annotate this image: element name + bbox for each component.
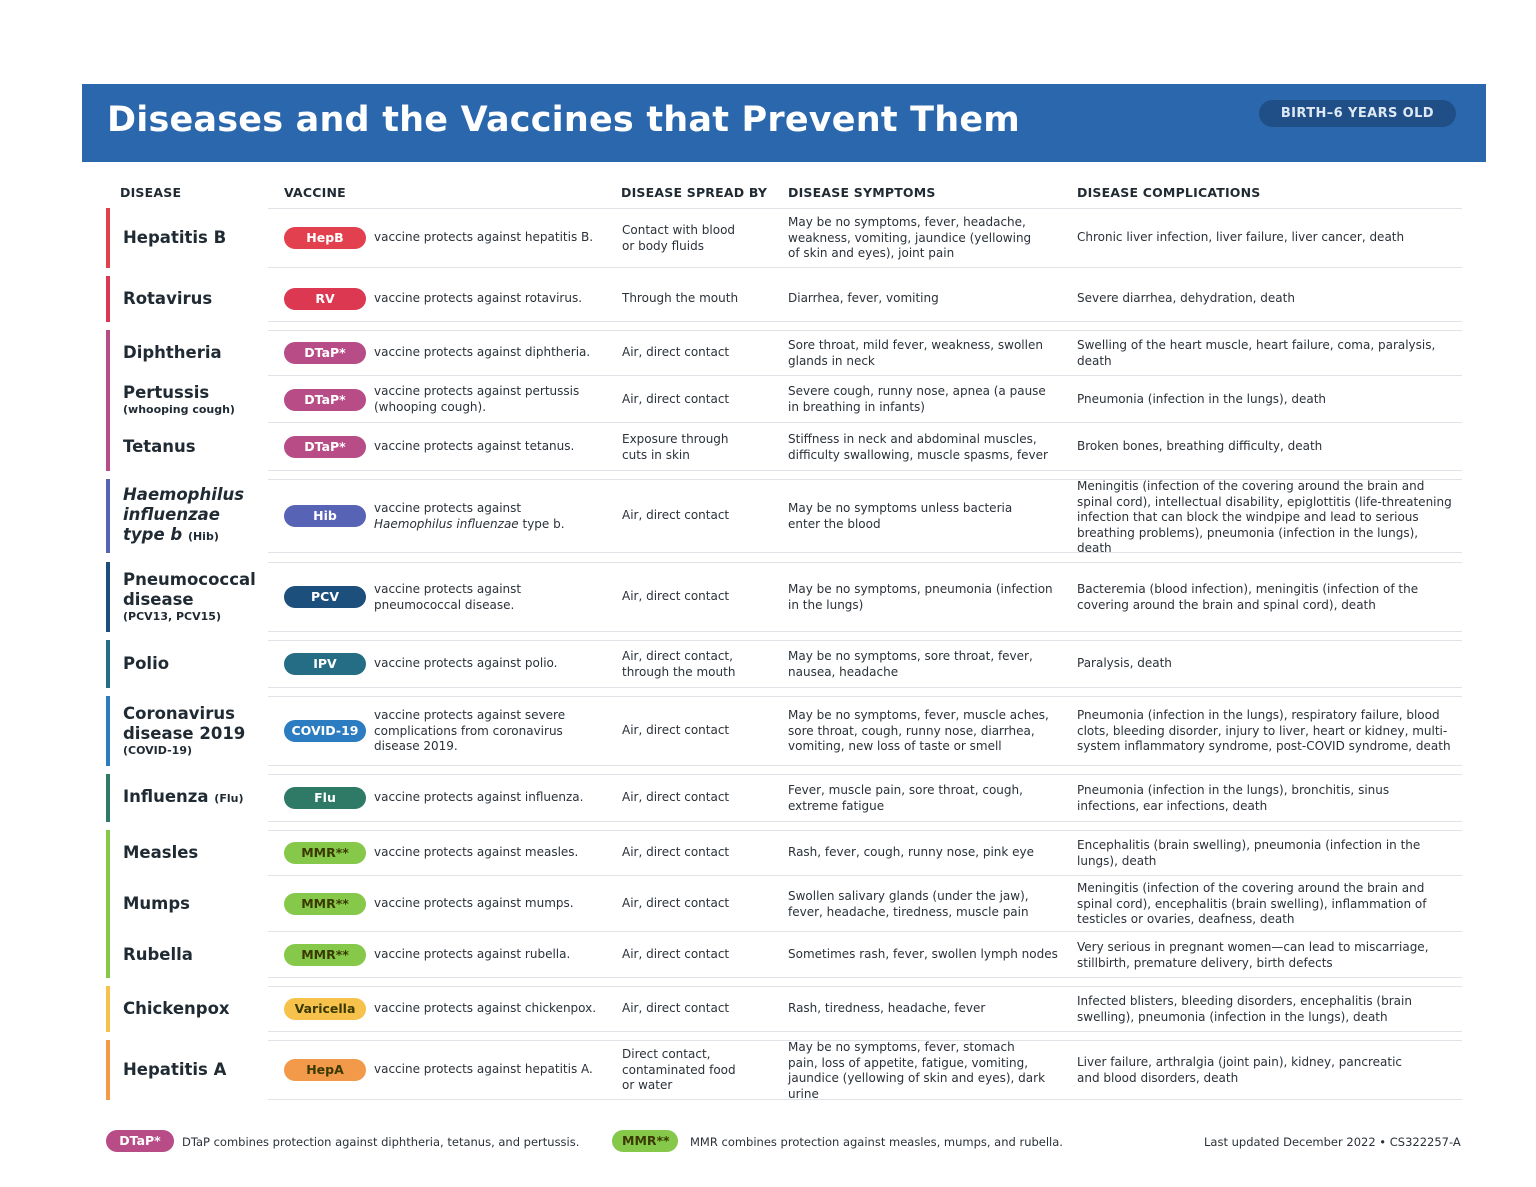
disease-name-main: Haemophilus influenzae type b [123, 485, 245, 544]
symptoms-cell: Swollen salivary glands (under the jaw), fever, headache, tiredness, muscle pain [788, 889, 1029, 919]
table-row [106, 330, 1462, 376]
row-divider [268, 640, 1462, 641]
disease-name [123, 787, 243, 809]
page-title: Diseases and the Vaccines that Prevent Them [107, 100, 1020, 140]
age-range-badge: BIRTH–6 YEARS OLD [1259, 100, 1456, 127]
vaccine-description: vaccine protects against rotavirus. [374, 291, 583, 305]
complications-cell: Encephalitis (brain swelling), pneumonia (infection in the lungs), death [1077, 838, 1421, 868]
spread-cell: Air, direct contact [622, 845, 730, 859]
row-divider [268, 321, 1462, 322]
spread-cell: Through the mouth [622, 291, 739, 305]
symptoms-cell: May be no symptoms, pneumonia (infection in the lungs) [788, 582, 1053, 612]
column-header-vaccine: VACCINE [284, 185, 346, 200]
vaccine-pill: HepB [284, 227, 366, 249]
table-row [106, 986, 1462, 1032]
row-color-bar [106, 479, 110, 553]
symptoms-cell: Rash, fever, cough, runny nose, pink eye [788, 845, 1035, 859]
row-divider [268, 977, 1462, 978]
spread-cell: Air, direct contact [622, 392, 730, 406]
footer-dtap-note: DTaP combines protection against diphtheria, tetanus, and pertussis. [182, 1135, 580, 1149]
vaccine-description-part: vaccine protects against [374, 501, 522, 515]
vaccine-pill: DTaP* [284, 389, 366, 411]
vaccine-pill: MMR** [284, 842, 366, 864]
vaccine-description: vaccine protects against hepatitis A. [374, 1062, 593, 1076]
table-row [106, 208, 1462, 268]
table-row [106, 830, 1462, 876]
disease-name-main: Influenza [123, 787, 209, 806]
symptoms-cell: Sore throat, mild fever, weakness, swollen glands in neck [788, 338, 1043, 368]
disease-name-main: Pneumococcal disease [123, 570, 256, 609]
row-divider [268, 687, 1462, 688]
vaccine-pill: RV [284, 288, 366, 310]
row-divider [268, 696, 1462, 697]
table-row [106, 562, 1462, 632]
symptoms-cell: May be no symptoms unless bacteria enter the blood [788, 501, 1013, 531]
symptoms-cell: Severe cough, runny nose, apnea (a pause in breathing in infants) [788, 384, 1046, 414]
spread-cell: Air, direct contact [622, 790, 730, 804]
complications-cell: Pneumonia (infection in the lungs), death [1077, 392, 1327, 406]
row-divider [268, 562, 1462, 563]
symptoms-cell: May be no symptoms, fever, muscle aches, sore throat, cough, runny nose, diarrhea, vomiting, new loss of taste or smell [788, 708, 1049, 753]
table-row [106, 1040, 1462, 1100]
vaccine-description [374, 501, 589, 532]
symptoms-cell: Diarrhea, fever, vomiting [788, 291, 939, 305]
spread-cell: Air, direct contact [622, 508, 730, 522]
disease-name [123, 383, 235, 417]
spread-cell: Air, direct contact [622, 896, 730, 910]
disease-name-sub: (Hib) [187, 530, 219, 543]
vaccine-pill: Varicella [284, 998, 366, 1020]
disease-name: Chickenpox [123, 999, 230, 1018]
row-divider [268, 765, 1462, 766]
vaccine-description: vaccine protects against rubella. [374, 947, 571, 961]
row-color-bar [106, 640, 110, 688]
complications-cell: Meningitis (infection of the covering around the brain and spinal cord), intellectual disability, epiglottitis (life-threatening infection that can block the windpipe and lead to serious breathing problems), pneumonia (infection in the lungs), death [1077, 479, 1452, 555]
vaccine-pill: MMR** [284, 893, 366, 915]
disease-name-sub: (Flu) [214, 792, 244, 805]
symptoms-cell: Rash, tiredness, headache, fever [788, 1001, 986, 1015]
row-color-bar [106, 562, 110, 632]
symptoms-cell: Fever, muscle pain, sore throat, cough, extreme fatigue [788, 783, 1023, 813]
row-color-bar [106, 276, 110, 322]
row-divider [268, 774, 1462, 775]
vaccine-pill: HepA [284, 1059, 366, 1081]
row-color-bar [106, 1040, 110, 1100]
disease-name: Tetanus [123, 437, 196, 456]
complications-cell: Infected blisters, bleeding disorders, encephalitis (brain swelling), pneumonia (infection in the lungs), death [1077, 994, 1412, 1024]
disease-name: Hepatitis B [123, 228, 227, 247]
row-divider [268, 986, 1462, 987]
table-row [106, 276, 1462, 322]
complications-cell: Meningitis (infection of the covering around the brain and spinal cord), encephalitis (brain swelling), inflammation of testicles or ovaries, deafness, death [1077, 881, 1427, 926]
vaccine-description-part: type b. [518, 516, 565, 531]
disease-name [123, 704, 263, 758]
complications-cell: Pneumonia (infection in the lungs), bronchitis, sinus infections, ear infections, death [1077, 783, 1390, 813]
spread-cell: Air, direct contact [622, 947, 730, 961]
symptoms-cell: Sometimes rash, fever, swollen lymph nodes [788, 947, 1058, 961]
vaccine-pill: DTaP* [284, 342, 366, 364]
symptoms-cell: May be no symptoms, fever, stomach pain, loss of appetite, fatigue, vomiting, jaundice (yellowing of skin and eyes), dark urine [788, 1040, 1046, 1101]
table-row [106, 774, 1462, 822]
vaccine-description: vaccine protects against hepatitis B. [374, 230, 594, 244]
vaccine-description: vaccine protects against severe complications from coronavirus disease 2019. [374, 708, 566, 753]
symptoms-cell: May be no symptoms, sore throat, fever, nausea, headache [788, 649, 1033, 679]
disease-name: Rubella [123, 945, 193, 964]
title-banner [82, 84, 1486, 162]
disease-name: Rotavirus [123, 289, 213, 308]
disease-name: Hepatitis A [123, 1060, 227, 1079]
spread-cell: Air, direct contact [622, 723, 730, 737]
disease-name-main: Coronavirus disease 2019 [123, 704, 246, 743]
disease-name: Measles [123, 843, 199, 862]
spread-cell: Direct contact, contaminated food or water [622, 1047, 736, 1092]
complications-cell: Broken bones, breathing difficulty, death [1077, 439, 1323, 453]
spread-cell: Air, direct contact [622, 345, 730, 359]
column-header-symptoms: DISEASE SYMPTOMS [788, 185, 936, 200]
vaccine-pill: MMR** [284, 944, 366, 966]
spread-cell: Air, direct contact, through the mouth [622, 649, 736, 679]
column-header-disease: DISEASE [120, 185, 182, 200]
disease-name: Diphtheria [123, 343, 222, 362]
spread-cell: Contact with blood or body fluids [622, 223, 736, 253]
complications-cell: Very serious in pregnant women—can lead to miscarriage, stillbirth, premature delivery, birth defects [1077, 940, 1429, 970]
vaccine-pill: Flu [284, 787, 366, 809]
disease-name [123, 570, 263, 624]
symptoms-cell: Stiffness in neck and abdominal muscles, difficulty swallowing, muscle spasms, fever [788, 432, 1048, 462]
row-divider [268, 267, 1462, 268]
vaccine-description: vaccine protects against pertussis (whooping cough). [374, 384, 580, 414]
spread-cell: Exposure through cuts in skin [622, 432, 729, 462]
table-row [106, 696, 1462, 766]
row-divider [268, 208, 1462, 209]
row-divider [268, 330, 1462, 331]
disease-name [123, 485, 263, 547]
complications-cell: Chronic liver infection, liver failure, liver cancer, death [1077, 230, 1405, 244]
disease-name-sub: (COVID-19) [123, 744, 192, 757]
row-divider [268, 821, 1462, 822]
complications-cell: Paralysis, death [1077, 656, 1172, 670]
row-color-bar [106, 986, 110, 1032]
row-color-bar [106, 774, 110, 822]
vaccine-description: vaccine protects against tetanus. [374, 439, 575, 453]
vaccine-description: vaccine protects against polio. [374, 656, 558, 670]
spread-cell: Air, direct contact [622, 589, 730, 603]
column-header-spread: DISEASE SPREAD BY [621, 185, 768, 200]
complications-cell: Liver failure, arthralgia (joint pain), kidney, pancreatic and blood disorders, death [1077, 1055, 1402, 1085]
disease-name-sub: (whooping cough) [123, 403, 235, 416]
footer-mmr-pill: MMR** [612, 1130, 678, 1152]
row-divider [268, 830, 1462, 831]
vaccine-description: vaccine protects against chickenpox. [374, 1001, 597, 1015]
table-row [106, 376, 1462, 423]
complications-cell: Bacteremia (blood infection), meningitis (infection of the covering around the brain and spinal cord), death [1077, 582, 1419, 612]
disease-name-main: Pertussis [123, 383, 210, 402]
column-header-complications: DISEASE COMPLICATIONS [1077, 185, 1261, 200]
complications-cell: Pneumonia (infection in the lungs), respiratory failure, blood clots, bleeding disorder, injury to liver, heart or kidney, multi-system inflammatory syndrome, post-COVID syndrome, death [1077, 708, 1451, 753]
row-divider [268, 1031, 1462, 1032]
row-divider [268, 631, 1462, 632]
complications-cell: Swelling of the heart muscle, heart failure, coma, paralysis, death [1077, 338, 1436, 368]
last-updated: Last updated December 2022 • CS322257-A [1204, 1135, 1461, 1149]
disease-name-sub: (PCV13, PCV15) [123, 610, 221, 623]
table-row [106, 423, 1462, 471]
vaccine-description: vaccine protects against pneumococcal disease. [374, 582, 522, 612]
disease-name: Mumps [123, 894, 190, 913]
disease-name: Polio [123, 654, 170, 673]
vaccine-pill: COVID-19 [284, 720, 366, 742]
vaccine-description: vaccine protects against influenza. [374, 790, 584, 804]
vaccine-description: vaccine protects against measles. [374, 845, 579, 859]
row-divider [268, 470, 1462, 471]
footer-dtap-pill: DTaP* [106, 1130, 174, 1152]
vaccine-pill: Hib [284, 505, 366, 527]
vaccine-description-italic: Haemophilus influenzae [374, 516, 519, 531]
vaccine-pill: IPV [284, 653, 366, 675]
table-row [106, 876, 1462, 932]
row-color-bar [106, 208, 110, 268]
vaccine-pill: DTaP* [284, 436, 366, 458]
spread-cell: Air, direct contact [622, 1001, 730, 1015]
vaccine-pill: PCV [284, 586, 366, 608]
symptoms-cell: May be no symptoms, fever, headache, weakness, vomiting, jaundice (yellowing of skin and eyes), joint pain [788, 215, 1032, 260]
table-row [106, 640, 1462, 688]
vaccine-description: vaccine protects against diphtheria. [374, 345, 591, 359]
complications-cell: Severe diarrhea, dehydration, death [1077, 291, 1295, 305]
table-row [106, 932, 1462, 978]
table-row [106, 479, 1462, 553]
vaccine-description: vaccine protects against mumps. [374, 896, 574, 910]
row-color-bar [106, 696, 110, 766]
footer-mmr-note: MMR combines protection against measles, mumps, and rubella. [690, 1135, 1063, 1149]
